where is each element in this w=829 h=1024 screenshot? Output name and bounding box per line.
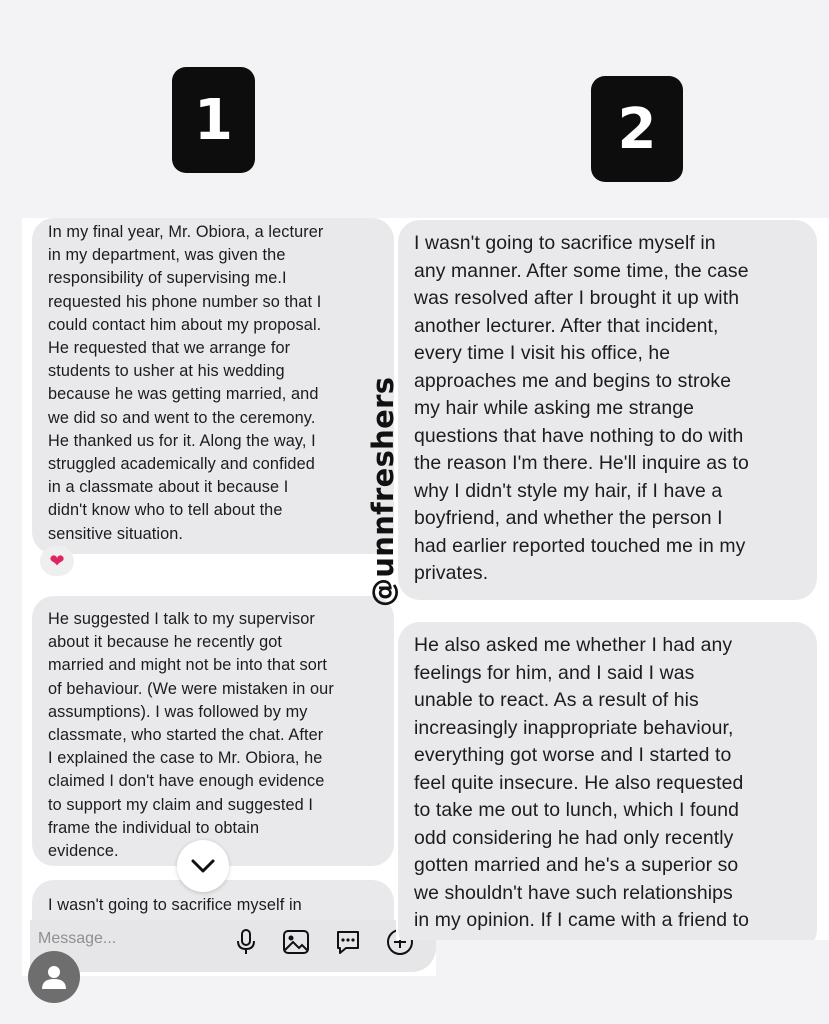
- microphone-icon: [235, 928, 257, 956]
- message-bubble-4: I wasn't going to sacrifice myself in any manner. After some time, the case was resolved after I brought it up with another lecturer. After that incident, every time I visit his office, he approaches me and begins to stroke my hair while asking me strange questions that have nothing to do with the reason I'm there. He'll inquire as to why I didn't style my hair, if I have a boyfriend, and whether the person I had earlier reported touched me in my privates.: [398, 220, 817, 600]
- badge-one: 1: [172, 67, 255, 173]
- scroll-down-button[interactable]: [177, 840, 229, 892]
- avatar[interactable]: [28, 951, 80, 1003]
- heart-reaction[interactable]: [40, 546, 74, 576]
- microphone-button[interactable]: [230, 926, 262, 958]
- gallery-icon: [282, 929, 310, 955]
- watermark-text: @unnfreshers: [366, 376, 400, 607]
- sticker-button[interactable]: [332, 926, 364, 958]
- sticker-icon: [334, 928, 362, 956]
- message-bubble-5: He also asked me whether I had any feelings for him, and I said I was unable to react. As a result of his increasingly inappropriate behaviour, everything got worse and I started to feel quite insecure. He also requested to take me out to lunch, which I found odd considering he had only recently gotten married and he's a superior so we shouldn't have such relationships in my opinion. If I came with a friend to: [398, 622, 817, 940]
- badge-two: 2: [591, 76, 683, 182]
- gallery-button[interactable]: [280, 926, 312, 958]
- message-bubble-2: He suggested I talk to my supervisor about it because he recently got married and might not be into that sort of behaviour. (We were mistaken in our assumptions). I was followed by my classmate, who started the chat. After I explained the case to Mr. Obiora, he claimed I don't have enough evidence to support my claim and suggested I frame the individual to obtain evidence.: [32, 596, 394, 866]
- heart-icon: ❤: [49, 550, 65, 571]
- message-composer: [30, 920, 436, 972]
- message-bubble-1: In my final year, Mr. Obiora, a lecturer in my department, was given the responsibility of supervising me.I requested his phone number so that I could contact him about my proposal. He requested that we arrange for students to usher at his wedding because he was getting married, and we did so and went to the ceremony. He thanked us for it. Along the way, I struggled academically and confided in a classmate about it because I didn't know who to tell about the sensitive situation.: [32, 218, 394, 554]
- avatar-icon: [39, 962, 69, 992]
- chevron-down-icon: [190, 858, 216, 874]
- message-bubble-3: I wasn't going to sacrifice myself in: [32, 880, 394, 960]
- right-chat-panel: [396, 218, 829, 940]
- message-input[interactable]: Message...: [38, 930, 117, 947]
